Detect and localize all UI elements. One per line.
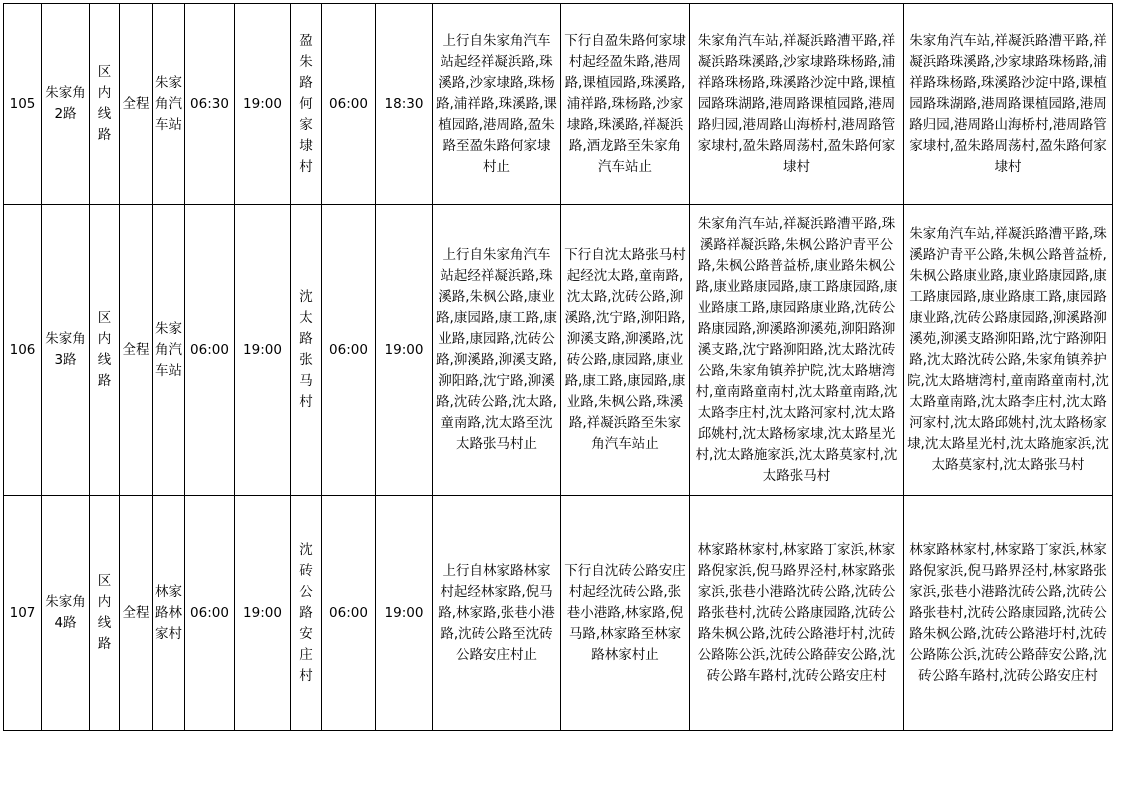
start-first-bus-cell: 06:00 (185, 496, 235, 731)
up-route-cell: 上行自林家路林家村起经林家路,倪马路,林家路,张巷小港路,沈砖公路至沈砖公路安庄村止 (433, 496, 561, 731)
fare-cell: 全程 (120, 496, 153, 731)
down-stops-cell: 朱家角汽车站,祥凝浜路漕平路,珠溪路沪青平公路,朱枫公路普益桥,朱枫公路康业路,康业路康园路,康工路康园路,康业路康工路,康园路康业路,沈砖公路康园路,泖溪路泖溪苑,泖溪支路泖阳路,沈宁路泖阳路,沈太路沈砖公路,朱家角镇养护院,沈太路塘湾村,童南路童南村,沈太路童南路,沈太路李庄村,沈太路河家村,沈太路邱姚村,沈太路杨家埭,沈太路星光村,沈太路施家浜,沈太路莫家村,沈太路张马村 (904, 205, 1113, 496)
up-route-cell: 上行自朱家角汽车站起经祥凝浜路,珠溪路,沙家埭路,珠杨路,浦祥路,珠溪路,课植园路,港周路,盈朱路至盈朱路何家埭村止 (433, 4, 561, 205)
up-route-cell: 上行自朱家角汽车站起经祥凝浜路,珠溪路,朱枫公路,康业路,康园路,康工路,康业路,康园路,沈砖公路,泖溪路,泖溪支路,泖阳路,沈宁路,泖溪路,沈砖公路,沈太路,童南路,沈太路至沈太路张马村止 (433, 205, 561, 496)
start-last-bus-cell: 19:00 (235, 496, 291, 731)
line-type-cell: 区内线路 (90, 4, 120, 205)
end-first-bus-cell: 06:00 (322, 496, 376, 731)
down-route-cell: 下行自沈太路张马村起经沈太路,童南路,沈太路,沈砖公路,泖溪路,沈宁路,泖阳路,泖溪支路,泖溪路,沈砖公路,康园路,康业路,康工路,康园路,康业路,朱枫公路,珠溪路,祥凝浜路至朱家角汽车站止 (561, 205, 690, 496)
line-type-cell: 区内线路 (90, 496, 120, 731)
down-route-cell: 下行自盈朱路何家埭村起经盈朱路,港周路,课植园路,珠溪路,浦祥路,珠杨路,沙家埭路,珠溪路,祥凝浜路,酒龙路至朱家角汽车站止 (561, 4, 690, 205)
table-row (4, 4, 1113, 205)
end-first-bus-cell: 06:00 (322, 205, 376, 496)
fare-cell: 全程 (120, 4, 153, 205)
route-number-cell: 106 (4, 205, 42, 496)
end-last-bus-cell: 19:00 (376, 205, 433, 496)
up-stops-cell: 林家路林家村,林家路丁家浜,林家路倪家浜,倪马路界泾村,林家路张家浜,张巷小港路沈砖公路,沈砖公路张巷村,沈砖公路康园路,沈砖公路朱枫公路,沈砖公路港圩村,沈砖公路陈公浜,沈砖公路薛安公路,沈砖公路车路村,沈砖公路安庄村 (690, 496, 904, 731)
start-station-cell: 林家路林家村 (153, 496, 185, 731)
start-last-bus-cell: 19:00 (235, 4, 291, 205)
fare-cell: 全程 (120, 205, 153, 496)
end-last-bus-cell: 18:30 (376, 4, 433, 205)
table-row (4, 205, 1113, 496)
start-last-bus-cell: 19:00 (235, 205, 291, 496)
end-station-cell: 沈太路张马村 (291, 205, 322, 496)
down-stops-cell: 朱家角汽车站,祥凝浜路漕平路,祥凝浜路珠溪路,沙家埭路珠杨路,浦祥路珠杨路,珠溪路沙淀中路,课植园路珠湖路,港周路课植园路,港周路归园,港周路山海桥村,港周路管家埭村,盈朱路周荡村,盈朱路何家埭村 (904, 4, 1113, 205)
start-station-cell: 朱家角汽车站 (153, 4, 185, 205)
route-name-cell: 朱家角3路 (42, 205, 90, 496)
down-route-cell: 下行自沈砖公路安庄村起经沈砖公路,张巷小港路,林家路,倪马路,林家路至林家路林家村止 (561, 496, 690, 731)
end-last-bus-cell: 19:00 (376, 496, 433, 731)
up-stops-cell: 朱家角汽车站,祥凝浜路漕平路,珠溪路祥凝浜路,朱枫公路沪青平公路,朱枫公路普益桥,康业路朱枫公路,康业路康园路,康工路康园路,康业路康工路,康园路康业路,沈砖公路康园路,泖溪路泖溪苑,泖阳路泖溪支路,沈宁路泖阳路,沈太路沈砖公路,朱家角镇养护院,沈太路塘湾村,童南路童南村,沈太路童南路,沈太路李庄村,沈太路河家村,沈太路邱姚村,沈太路杨家埭,沈太路星光村,沈太路施家浜,沈太路莫家村,沈太路张马村 (690, 205, 904, 496)
route-number-cell: 107 (4, 496, 42, 731)
route-name-cell: 朱家角4路 (42, 496, 90, 731)
up-stops-cell: 朱家角汽车站,祥凝浜路漕平路,祥凝浜路珠溪路,沙家埭路珠杨路,浦祥路珠杨路,珠溪路沙淀中路,课植园路珠湖路,港周路课植园路,港周路归园,港周路山海桥村,港周路管家埭村,盈朱路周荡村,盈朱路何家埭村 (690, 4, 904, 205)
start-station-cell: 朱家角汽车站 (153, 205, 185, 496)
start-first-bus-cell: 06:30 (185, 4, 235, 205)
route-name-cell: 朱家角2路 (42, 4, 90, 205)
line-type-cell: 区内线路 (90, 205, 120, 496)
route-number-cell: 105 (4, 4, 42, 205)
start-first-bus-cell: 06:00 (185, 205, 235, 496)
end-station-cell: 沈砖公路安庄村 (291, 496, 322, 731)
end-first-bus-cell: 06:00 (322, 4, 376, 205)
end-station-cell: 盈朱路何家埭村 (291, 4, 322, 205)
table-row (4, 496, 1113, 731)
bus-route-table (3, 3, 1113, 731)
down-stops-cell: 林家路林家村,林家路丁家浜,林家路倪家浜,倪马路界泾村,林家路张家浜,张巷小港路沈砖公路,沈砖公路张巷村,沈砖公路康园路,沈砖公路朱枫公路,沈砖公路港圩村,沈砖公路陈公浜,沈砖公路薛安公路,沈砖公路车路村,沈砖公路安庄村 (904, 496, 1113, 731)
